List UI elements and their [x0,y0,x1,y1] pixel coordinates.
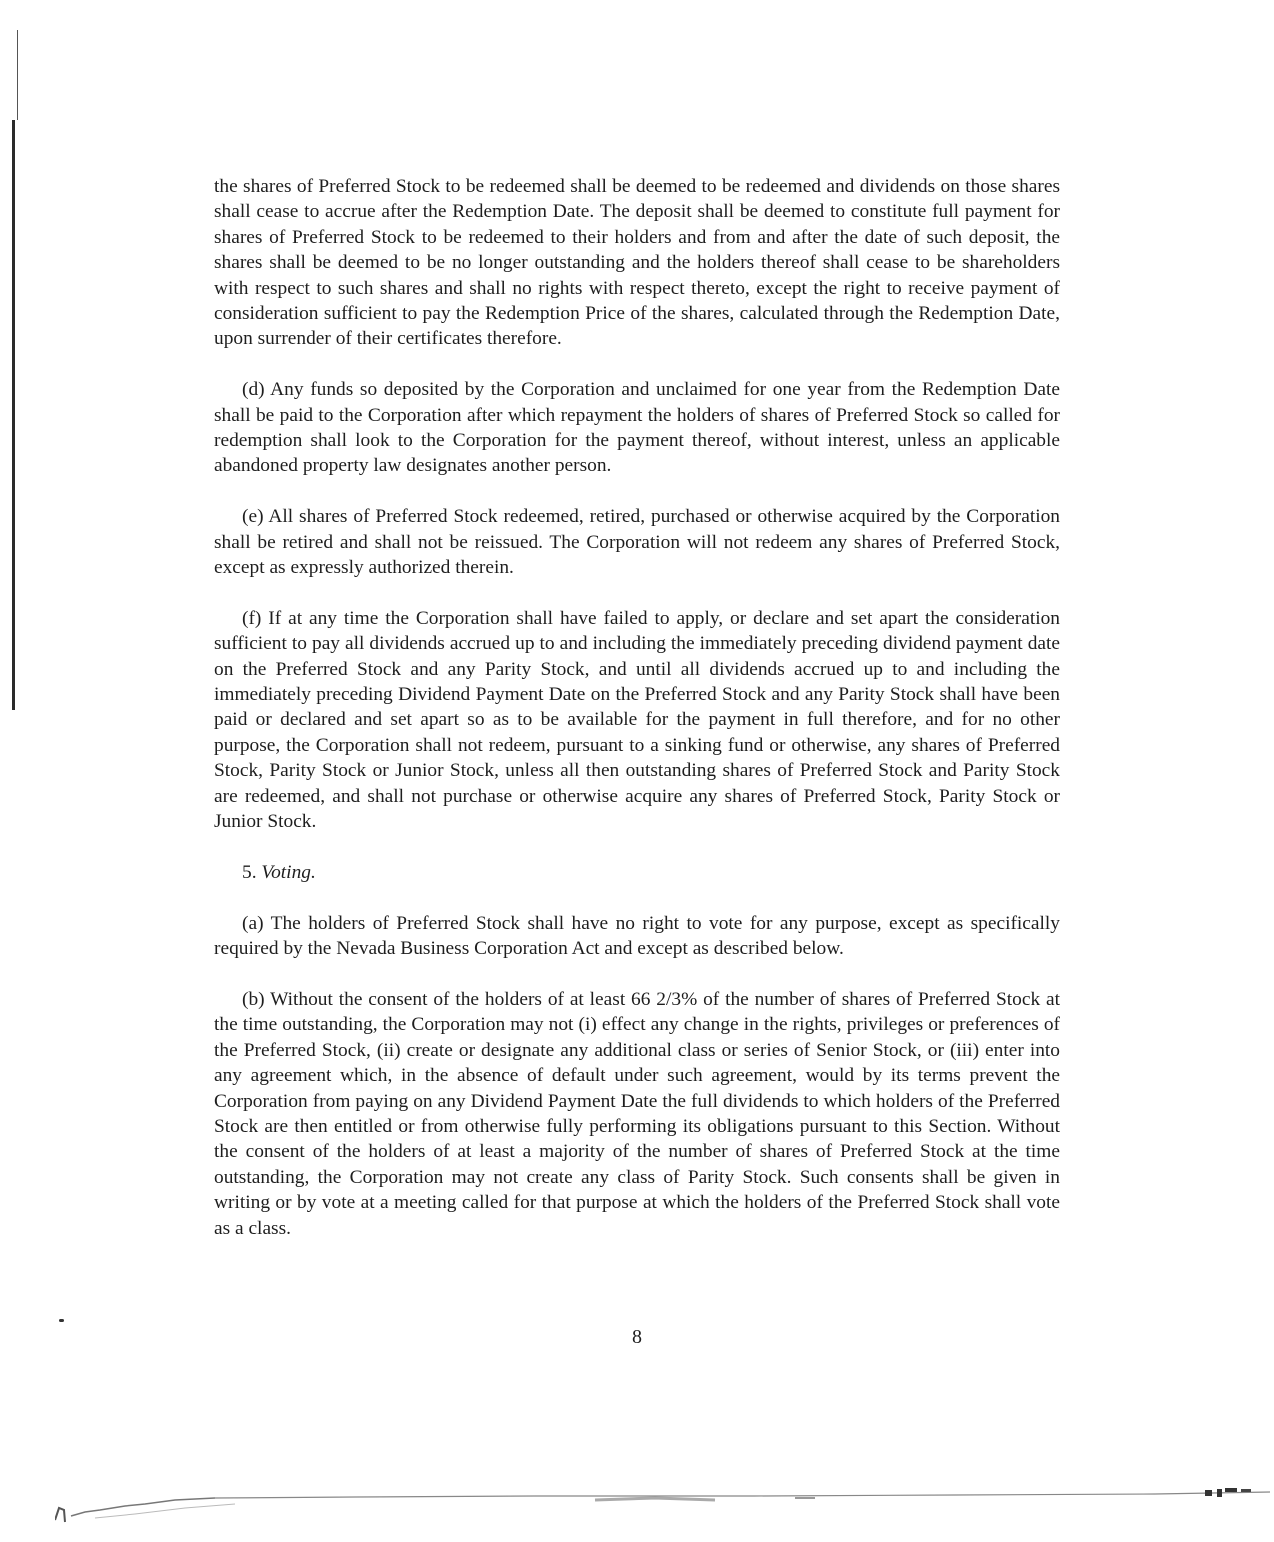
scan-speck [59,1319,64,1322]
paragraph-continuation: the shares of Preferred Stock to be redeemed shall be deemed to be redeemed and dividends on those shares shall cease to accrue after the Redemption Date. The deposit shall be deemed to constitute full payment for shares of Preferred Stock to be redeemed to their holders and from and after the date of such deposit, the shares shall be deemed to be no longer outstanding and the holders thereof shall cease to be shareholders with respect to such shares and shall no rights with respect thereto, except the right to receive payment of consideration sufficient to pay the Redemption Price of the shares, calculated through the Redemption Date, upon surrender of their certificates therefore. [214,176,1060,350]
section-heading [214,860,1060,885]
paragraph-e: (e) All shares of Preferred Stock redeemed, retired, purchased or otherwise acquired by the Corporation shall be retired and shall not be reissued. The Corporation will not redeem any shares of Preferred Stock, except as expressly authorized therein. [214,506,1060,579]
scan-edge-line [17,30,18,120]
section-number: 5. [242,861,257,883]
page-number: 8 [632,1326,642,1348]
scan-edge-bar [12,120,15,710]
paragraph-d: (d) Any funds so deposited by the Corporation and unclaimed for one year from the Redemption Date shall be paid to the Corporation after which repayment the holders of shares of Preferred Stock so called for redemption shall look to the Corporation for the payment thereof, without interest, unless an applicable abandoned property law designates another person. [214,379,1060,477]
paragraph-voting-a: (a) The holders of Preferred Stock shall have no right to vote for any purpose, except as specifically required by the Nevada Business Corporation Act and except as described below. [214,912,1060,960]
document-body [214,174,1060,1266]
paragraph-voting-b: (b) Without the consent of the holders of at least 66 2/3% of the number of shares of Preferred Stock at the time outstanding, the Corporation may not (i) effect any change in the rights, privileges or preferences of the Preferred Stock, (ii) create or designate any additional class or series of Senior Stock, or (iii) enter into any agreement which, in the absence of default under such agreement, would by its terms prevent the Corporation from paying on any Dividend Payment Date the full dividends to which holders of the Preferred Stock are then entitled or from otherwise fully performing its obligations pursuant to this Section. Without the consent of the holders of at least a majority of the number of shares of Preferred Stock at the time outstanding, the Corporation may not create any class of Parity Stock. Such consents shall be given in writing or by vote at a meeting called for that purpose at which the holders of the Preferred Stock shall vote as a class. [214,988,1060,1239]
paragraph-f: (f) If at any time the Corporation shall have failed to apply, or declare and set apart the consideration sufficient to pay all dividends accrued up to and including the immediately preceding dividend payment date on the Preferred Stock and any Parity Stock, and until all dividends accrued up to and including the immediately preceding Dividend Payment Date on the Preferred Stock and any Parity Stock shall have been paid or declared and set apart so as to be available for the payment in full therefore, and for no other purpose, the Corporation shall not redeem, pursuant to a sinking fund or otherwise, any shares of Preferred Stock, Parity Stock or Junior Stock, unless all then outstanding shares of Preferred Stock and Parity Stock are redeemed, and shall not purchase or otherwise acquire any shares of Preferred Stock, Parity Stock or Junior Stock. [214,607,1060,833]
section-title: Voting. [261,861,316,883]
scan-bottom-edge [55,1486,1270,1526]
